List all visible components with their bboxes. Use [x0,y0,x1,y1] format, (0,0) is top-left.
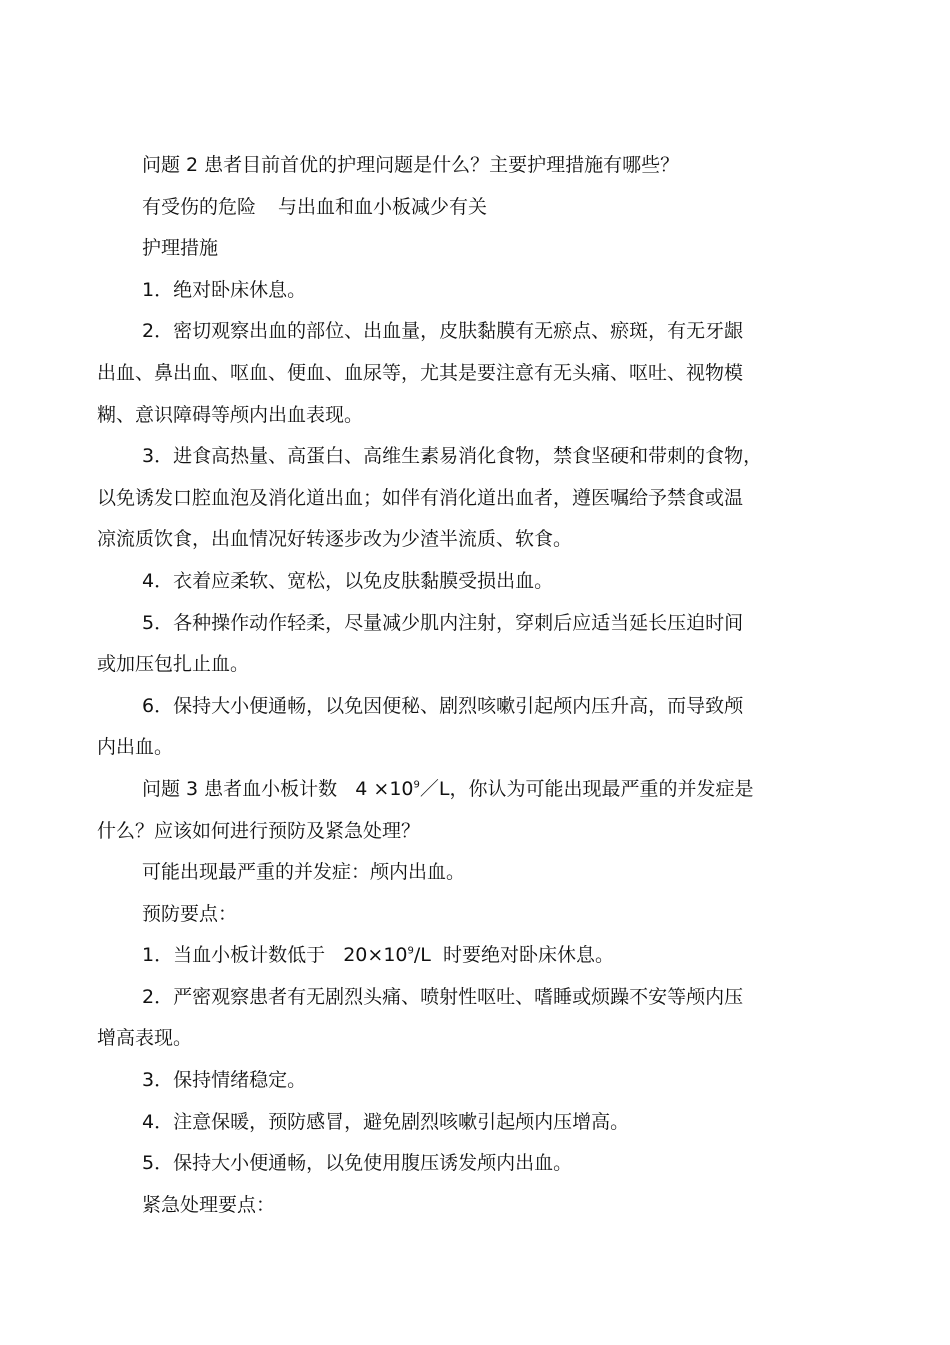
q3-p1-base: 20×10 [343,944,408,967]
q2-item-6-line-1: 6．保持大小便通畅，以免因便秘、剧烈咳嗽引起颅内压升高，而导致颅 [142,694,744,717]
q3-prevention-2-line-1: 2．严密观察患者有无剧烈头痛、喷射性呕吐、嗜睡或烦躁不安等颅内压 [142,985,744,1008]
q3-count-unit: ／L [419,777,450,800]
q3-p1-exponent: 9 [407,945,414,957]
q3-prevention-5: 5．保持大小便通畅，以免使用腹压诱发颅内出血。 [142,1152,573,1175]
q2-item-3-line-2: 以免诱发口腔血泡及消化道出血；如伴有消化道出血者，遵医嘱给予禁食或温 [97,486,744,509]
q3-p1-pre: 1．当血小板计数低于 [142,944,326,967]
q3-title-pre: 问题 3 患者血小板计数 [142,777,338,800]
q3-p1-unit: /L [413,944,431,967]
q2-measures-heading: 护理措施 [142,237,219,260]
q2-problem-part2: 与出血和血小板减少有关 [278,195,488,218]
q2-title: 问题 2 患者目前首优的护理问题是什么？主要护理措施有哪些？ [142,154,680,176]
q2-item-2-line-3: 糊、意识障碍等颅内出血表现。 [97,403,364,426]
q2-item-3-line-1: 3．进食高热量、高蛋白、高维生素易消化食物，禁食坚硬和带刺的食物， [142,445,763,468]
q2-item-2-line-1: 2．密切观察出血的部位、出血量，皮肤黏膜有无瘀点、瘀斑，有无牙龈 [142,320,744,343]
q3-prevention-heading: 预防要点： [142,902,238,925]
q3-prevention-2-line-2: 增高表现。 [97,1027,193,1050]
q3-p1-post: 时要绝对卧床休息。 [442,944,614,967]
q3-count-base: 4 ×10 [355,777,414,800]
q2-item-2-line-2: 出血、鼻出血、呕血、便血、血尿等，尤其是要注意有无头痛、呕吐、视物模 [97,361,744,384]
q3-emergency-heading: 紧急处理要点： [142,1193,276,1216]
q3-title-line-1 [97,769,825,811]
q3-prevention-3: 3．保持情绪稳定。 [142,1069,307,1092]
q3-prevention-1 [97,935,825,977]
q2-item-5-line-2: 或加压包扎止血。 [97,653,250,676]
document-body [97,145,825,1226]
q2-item-4: 4．衣着应柔软、宽松，以免皮肤黏膜受损出血。 [142,569,554,592]
q2-item-3-line-3: 凉流质饮食，出血情况好转逐步改为少渣半流质、软食。 [97,528,573,551]
q3-prevention-4: 4．注意保暖，预防感冒，避免剧烈咳嗽引起颅内压增高。 [142,1110,630,1133]
q2-nursing-problem [97,187,825,229]
q2-item-6-line-2: 内出血。 [97,736,174,759]
q3-title-post: ，你认为可能出现最严重的并发症是 [449,777,754,800]
q3-complication: 可能出现最严重的并发症：颅内出血。 [142,861,466,884]
q3-count-exponent: 9 [413,779,420,791]
q3-title-line-2: 什么？应该如何进行预防及紧急处理？ [97,819,421,842]
q2-item-1: 1．绝对卧床休息。 [142,278,307,301]
q2-problem-part1: 有受伤的危险 [142,195,257,218]
q2-item-5-line-1: 5．各种操作动作轻柔，尽量减少肌内注射，穿刺后应适当延长压迫时间 [142,611,744,634]
